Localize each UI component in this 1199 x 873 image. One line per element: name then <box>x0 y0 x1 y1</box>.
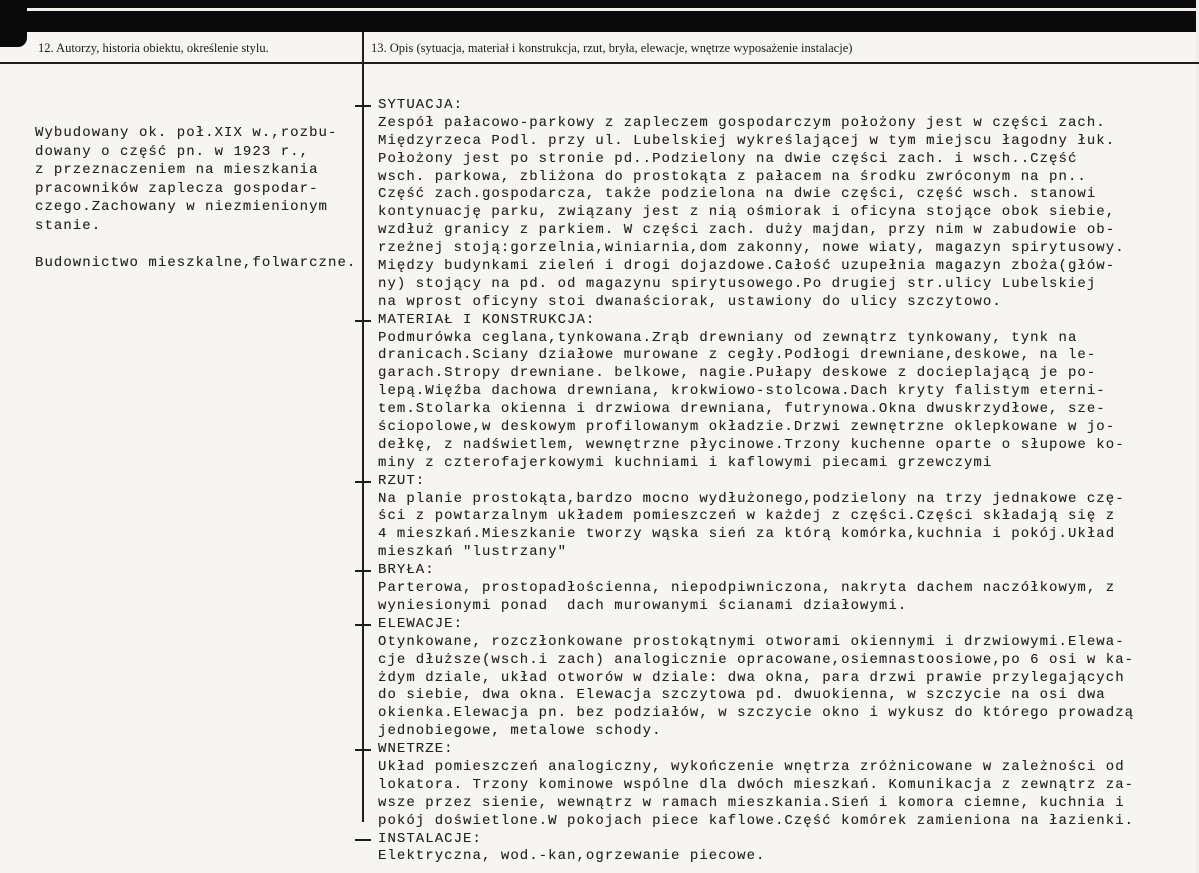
text-line: Zespół pałacowo-parkowy z zapleczem gospodarczym położony jest w części zach. <box>378 114 1106 131</box>
field13-text <box>378 97 1193 866</box>
text-line: Na planie prostokąta,bardzo mocno wydłużonego,podzielony na trzy jednakowe czę- <box>378 490 1125 507</box>
text-line: pokój doświetlone.W pokojach piece kaflowe.Część komórek zamieniona na łazienki. <box>378 812 1135 829</box>
text-line: lokatora. Trzony kominowe wspólne dla dwóch mieszkań. Komunikacja z zewnątrz za- <box>378 776 1135 793</box>
text-line: Część zach.gospodarcza, także podzielona na dwie części, część wsch. stanowi <box>378 186 1097 203</box>
text-line: mieszkań "lustrzany" <box>378 544 568 561</box>
section-tick-mark <box>355 481 371 483</box>
text-line: Międzyrzeca Podl. przy ul. Lubelskiej wykreślającej w tym miejscu łagodny łuk. <box>378 132 1116 149</box>
field12-header-cell <box>38 41 269 56</box>
text-line: dranicach.Sciany działowe murowane z cegły.Podłogi drewniane,deskowe, na le- <box>378 347 1097 364</box>
text-line: wzdłuż granicy z parkiem. W części zach. duży majdan, przy nim w zabudowie ob- <box>378 222 1116 239</box>
text-line: tem.Stolarka okienna i drzwiowa drewniana, futrynowa.Okna dwuskrzydłowe, sze- <box>378 401 1106 418</box>
text-line: Układ pomieszczeń analogiczny, wykończenie wnętrza zróżnicowane w zależności od <box>378 758 1125 775</box>
section-heading: ELEWACJE: <box>378 616 1193 634</box>
text-line: czego.Zachowany w niezmienionym <box>35 199 328 216</box>
section-heading: BRYŁA: <box>378 562 1193 580</box>
text-line: stanie. <box>35 217 102 234</box>
text-line: Elektryczna, wod.-kan,ogrzewanie piecowe. <box>378 848 766 865</box>
text-line: wsch. parkowa, zbliżona do prostokąta z pałacem na środku zwróconym na pn.. <box>378 168 1087 185</box>
field12-text <box>35 124 365 273</box>
text-line: żdym dziale, układ otworów w dziale: dwa okna, para drzwi prawie przylegających <box>378 669 1125 686</box>
text-line: okienka.Elewacja pn. bez podziałów, w szczycie okno i wykusz do którego prowadzą <box>378 705 1135 722</box>
section-heading: WNETRZE: <box>378 741 1193 759</box>
text-line: lepą.Więźba dachowa drewniana, krokwiowo-stolcowa.Dach kryty falistym eterni- <box>378 383 1106 400</box>
text-line: cje dłuższe(wsch.i zach) analogicznie opracowane,osiemnastoosiowe,po 6 osi w ka- <box>378 651 1135 668</box>
section-tick-mark <box>355 749 371 751</box>
section-tick-mark <box>355 320 371 322</box>
section-tick-mark <box>355 624 371 626</box>
field13-header-cell <box>371 41 852 56</box>
text-line: na wprost oficyny stoi dwanaściorak, ustawiony do ulicy szczytowo. <box>378 293 1002 310</box>
text-line: ści z powtarzalnym układem pomieszczeń w każdej z części.Części składają się z <box>378 508 1116 525</box>
typewritten-paragraph <box>35 124 365 236</box>
text-line: 4 mieszkań.Mieszkanie tworzy wąska sień za którą komórka,kuchnia i pokój.Układ <box>378 526 1116 543</box>
section-heading: MATERIAŁ I KONSTRUKCJA: <box>378 312 1193 330</box>
section-tick-mark <box>355 839 371 841</box>
scan-top-edge-artifact <box>0 0 1199 32</box>
section-heading: INSTALACJE: <box>378 831 1193 849</box>
text-line: dowany o część pn. w 1923 r., <box>35 143 310 160</box>
header-underline <box>0 62 1199 64</box>
text-line: pracowników zaplecza gospodar- <box>35 180 319 197</box>
text-line: jednobiegowe, metalowe schody. <box>378 723 662 740</box>
text-line: rzeżnej stoją:gorzelnia,winiarnia,dom zakonny, nowe wiaty, magazyn spirytusowy. <box>378 240 1125 257</box>
text-line: Podmurówka ceglana,tynkowana.Zrąb drewniany od zewnątrz tynkowany, tynk na <box>378 329 1078 346</box>
scan-white-line-artifact <box>0 8 1199 11</box>
typewritten-paragraph <box>35 254 365 273</box>
text-line: Wybudowany ok. poł.XIX w.,rozbu- <box>35 125 338 141</box>
section-tick-mark <box>355 105 371 107</box>
text-line: Otynkowane, rozczłonkowane prostokątnymi otworami okiennymi i drzwiowymi.Elewa- <box>378 633 1125 650</box>
text-line: garach.Stropy drewniane. belkowe, nagie.Pułapy deskowe z docieplającą je po- <box>378 365 1097 382</box>
field13-label: 13. Opis (sytuacja, materiał i konstrukcja, rzut, bryła, elewacje, wnętrze wyposażenie instalacje) <box>371 41 853 55</box>
text-line: wyniesionymi ponad dach murowanymi ścianami działowymi. <box>378 597 908 614</box>
text-line: miny z czterofajerkowymi kuchniami i kaflowymi piecami grzewczymi <box>378 454 993 471</box>
text-line: Położony jest po stronie pd..Podzielony na dwie części zach. i wsch..Część <box>378 150 1078 167</box>
text-line: wsze przez sienie, wewnątrz w ramach mieszkania.Sień i komora ciemne, kuchnia i <box>378 794 1125 811</box>
text-line: kontynuację parku, związany jest z nią ośmiorak i oficyna stojące obok siebie, <box>378 204 1116 221</box>
text-line: Między budynkami zieleń i drogi dojazdowe.Całość uzupełnia magazyn zboża(głów- <box>378 258 1116 275</box>
text-line: z przeznaczeniem na mieszkania <box>35 162 319 179</box>
section-heading: RZUT: <box>378 473 1193 491</box>
field12-label: 12. Autorzy, historia obiektu, określenie stylu. <box>38 41 269 55</box>
section-heading: SYTUACJA: <box>378 97 1193 115</box>
text-line: dełkę, z nadświetlem, wewnętrzne płycinowe.Trzony kuchenne oparte o słupowe ko- <box>378 436 1125 453</box>
text-line: Parterowa, prostopadłościenna, niepodpiwniczona, nakryta dachem naczółkowym, z <box>378 580 1116 597</box>
text-line: do siebie, dwa okna. Elewacja szczytowa pd. dwuokienna, w szczycie na osi dwa <box>378 687 1106 704</box>
text-line: ny) stojący na pd. od magazynu spirytusowego.Po drugiej str.ulicy Lubelskiej <box>378 275 1097 292</box>
form-header-row <box>0 32 1199 62</box>
text-line: Budownictwo mieszkalne,folwarczne. <box>35 255 357 272</box>
section-tick-mark <box>355 570 371 572</box>
text-line: ściopolowe,w deskowym profilowanym okładzie.Drzwi zewnętrzne oklepkowane w jo- <box>378 419 1116 436</box>
